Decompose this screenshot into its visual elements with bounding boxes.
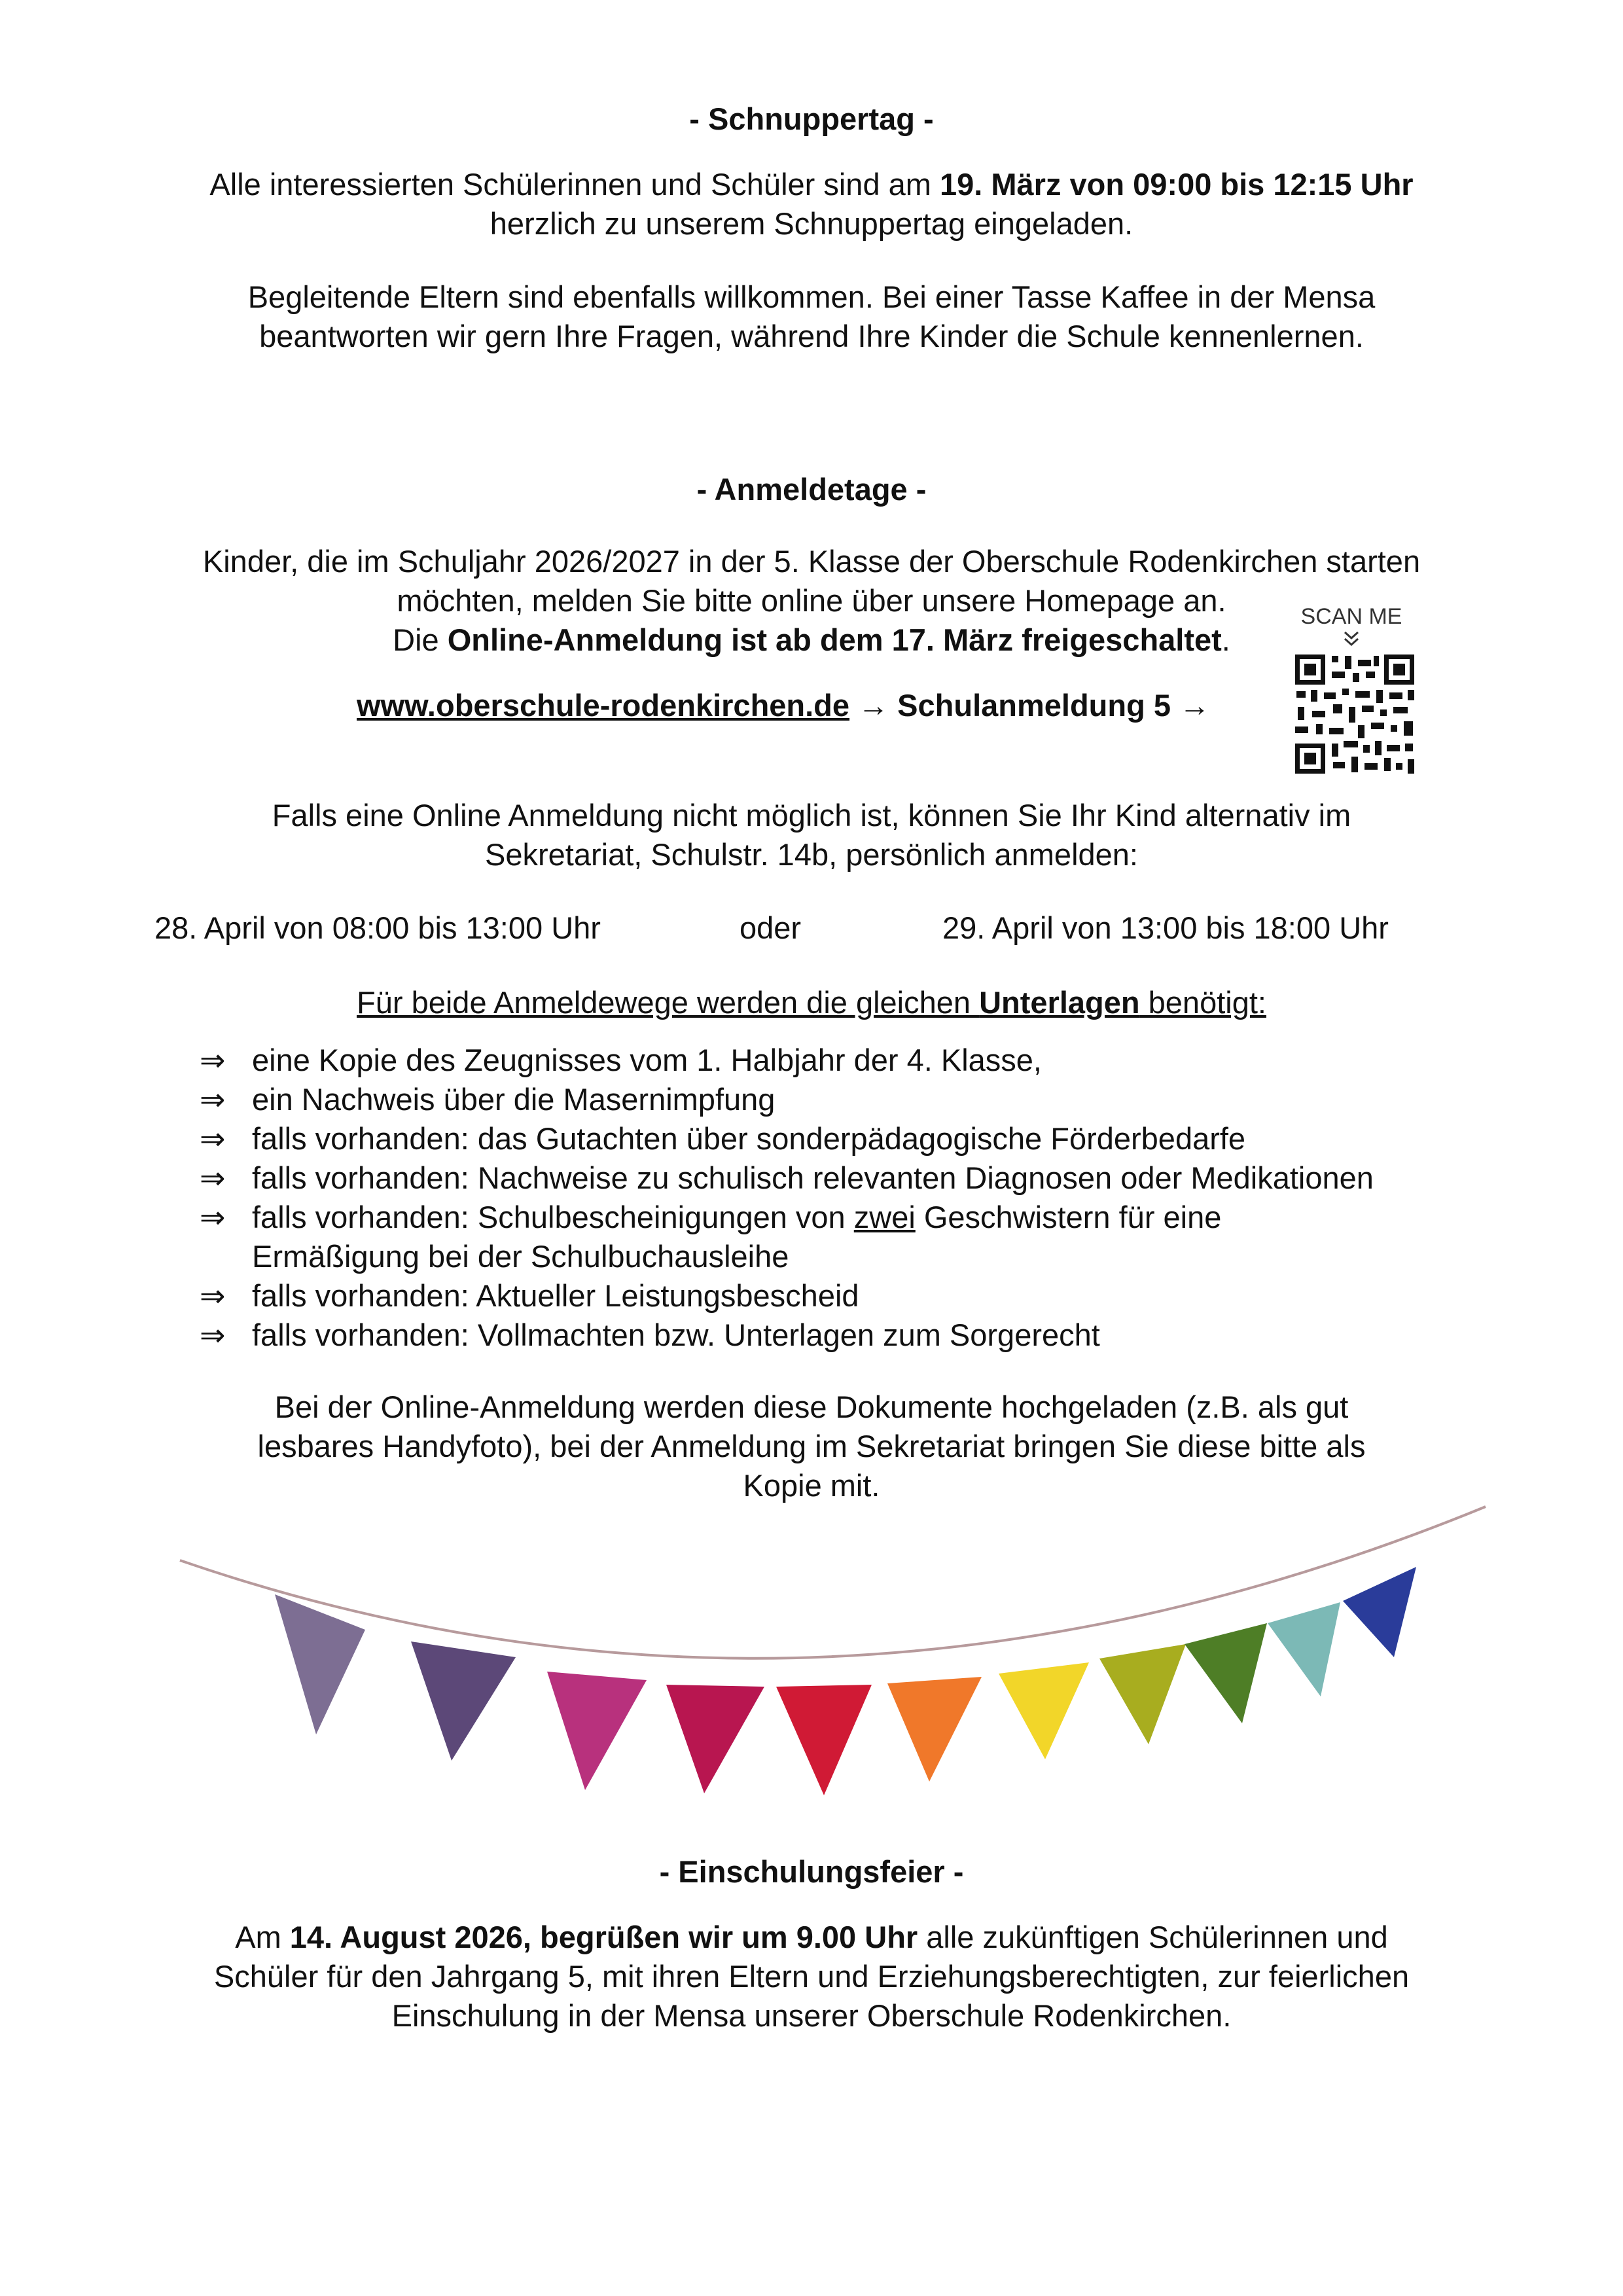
eltern-line-2: beantworten wir gern Ihre Fragen, während Ihre Kinder die Schule kennenlernen. <box>259 319 1364 353</box>
arrow-icon: ⇒ <box>200 1200 226 1234</box>
einschulung-line-3: Einschulung in der Mensa unserer Oberschule Rodenkirchen. <box>391 1998 1232 2033</box>
homepage-path-steps: → Schulanmeldung 5 → <box>849 688 1211 723</box>
bunting-flag <box>887 1677 982 1782</box>
unterlagen-text-bold: Unterlagen <box>979 985 1140 1020</box>
bunting-flag <box>1185 1623 1267 1723</box>
list-item-text: ein Nachweis über die Masernimpfung <box>252 1082 776 1117</box>
arrow-icon: ⇒ <box>200 1043 226 1077</box>
scan-me-label: SCAN ME <box>1300 604 1402 629</box>
online-anmeldung-prefix: Die <box>393 622 448 657</box>
heading-einschulungsfeier: - Einschulungsfeier - <box>659 1854 964 1889</box>
upload-line-1: Bei der Online-Anmeldung werden diese Dokumente hochgeladen (z.B. als gut <box>274 1390 1349 1424</box>
heading-schnuppertag: - Schnuppertag - <box>689 101 934 136</box>
schnuppertag-line-1 <box>0 165 1623 204</box>
list-item-text: Ermäßigung bei der Schulbuchausleihe <box>252 1239 789 1274</box>
schnuppertag-date: 19. März von 09:00 bis 12:15 Uhr <box>939 167 1414 202</box>
list-item-text: eine Kopie des Zeugnisses vom 1. Halbjahr der 4. Klasse, <box>252 1043 1042 1077</box>
anmeldetage-line-2: möchten, melden Sie bitte online über unsere Homepage an. <box>397 583 1226 618</box>
arrow-icon: ⇒ <box>200 1082 226 1117</box>
einschulung-prefix: Am <box>235 1920 290 1954</box>
list-item-text: falls vorhanden: Aktueller Leistungsbescheid <box>252 1278 859 1313</box>
date-28-april: 28. April von 08:00 bis 13:00 Uhr <box>154 910 601 945</box>
unterlagen-heading <box>0 983 1623 1022</box>
alternativ-line-2: Sekretariat, Schulstr. 14b, persönlich anmelden: <box>485 837 1138 872</box>
einschulung-date: 14. August 2026, begrüßen wir um 9.00 Uhr <box>289 1920 918 1954</box>
bunting-flag <box>1099 1644 1186 1744</box>
arrow-icon: ⇒ <box>200 1160 226 1195</box>
einschulung-suffix: alle zukünftigen Schülerinnen und <box>918 1920 1388 1954</box>
chevron-down-icon <box>1342 630 1361 649</box>
schnuppertag-text: Alle interessierten Schülerinnen und Schüler sind am <box>209 167 940 202</box>
list-item-text: falls vorhanden: Nachweise zu schulisch relevanten Diagnosen oder Medikationen <box>252 1160 1374 1195</box>
arrow-icon: ⇒ <box>200 1121 226 1156</box>
unterlagen-text-a: Für beide Anmeldewege werden die gleichen <box>357 985 980 1020</box>
bunting-garland <box>0 1505 1623 1833</box>
upload-line-2: lesbares Handyfoto), bei der Anmeldung im Sekretariat bringen Sie diese bitte als <box>257 1429 1366 1463</box>
homepage-path <box>357 686 1273 725</box>
einschulung-line-2: Schüler für den Jahrgang 5, mit ihren Eltern und Erziehungsberechtigten, zur feierlichen <box>213 1959 1410 1994</box>
arrow-icon: ⇒ <box>200 1278 226 1313</box>
eltern-line-1: Begleitende Eltern sind ebenfalls willkommen. Bei einer Tasse Kaffee in der Mensa <box>247 279 1376 314</box>
heading-anmeldetage: - Anmeldetage - <box>696 472 927 507</box>
bunting-flag <box>999 1662 1089 1759</box>
geschwister-zwei: zwei <box>853 1200 916 1234</box>
einschulung-line-1 <box>0 1918 1623 1957</box>
arrow-icon: ⇒ <box>200 1318 226 1352</box>
qr-code[interactable] <box>1293 652 1417 776</box>
list-item-text: falls vorhanden: das Gutachten über sonderpädagogische Förderbedarfe <box>252 1121 1246 1156</box>
upload-line-3: Kopie mit. <box>743 1468 880 1503</box>
bunting-flag <box>547 1672 647 1790</box>
list-item-text <box>252 1198 1443 1237</box>
oder-label: oder <box>740 910 802 945</box>
schnuppertag-line-2: herzlich zu unserem Schnuppertag eingeladen. <box>490 206 1133 241</box>
date-29-april: 29. April von 13:00 bis 18:00 Uhr <box>942 910 1389 945</box>
bunting-flag <box>666 1685 764 1793</box>
homepage-link[interactable]: www.oberschule-rodenkirchen.de <box>357 688 850 723</box>
online-anmeldung-date: Online-Anmeldung ist ab dem 17. März freigeschaltet <box>447 622 1222 657</box>
alternativ-line-1: Falls eine Online Anmeldung nicht möglich ist, können Sie Ihr Kind alternativ im <box>272 798 1351 833</box>
bunting-flag <box>275 1594 365 1734</box>
bunting-flag <box>1343 1567 1416 1657</box>
geschwister-c: Geschwistern für eine <box>915 1200 1222 1234</box>
list-item-text: falls vorhanden: Vollmachten bzw. Unterlagen zum Sorgerecht <box>252 1318 1100 1352</box>
anmeldetage-line-1: Kinder, die im Schuljahr 2026/2027 in der 5. Klasse der Oberschule Rodenkirchen starten <box>202 544 1421 579</box>
bunting-flag <box>776 1685 872 1795</box>
unterlagen-text-c: benötigt: <box>1139 985 1266 1020</box>
online-anmeldung-suffix: . <box>1221 622 1230 657</box>
bunting-flag <box>1268 1602 1340 1696</box>
bunting-flag <box>411 1641 516 1761</box>
geschwister-a: falls vorhanden: Schulbescheinigungen von <box>252 1200 854 1234</box>
